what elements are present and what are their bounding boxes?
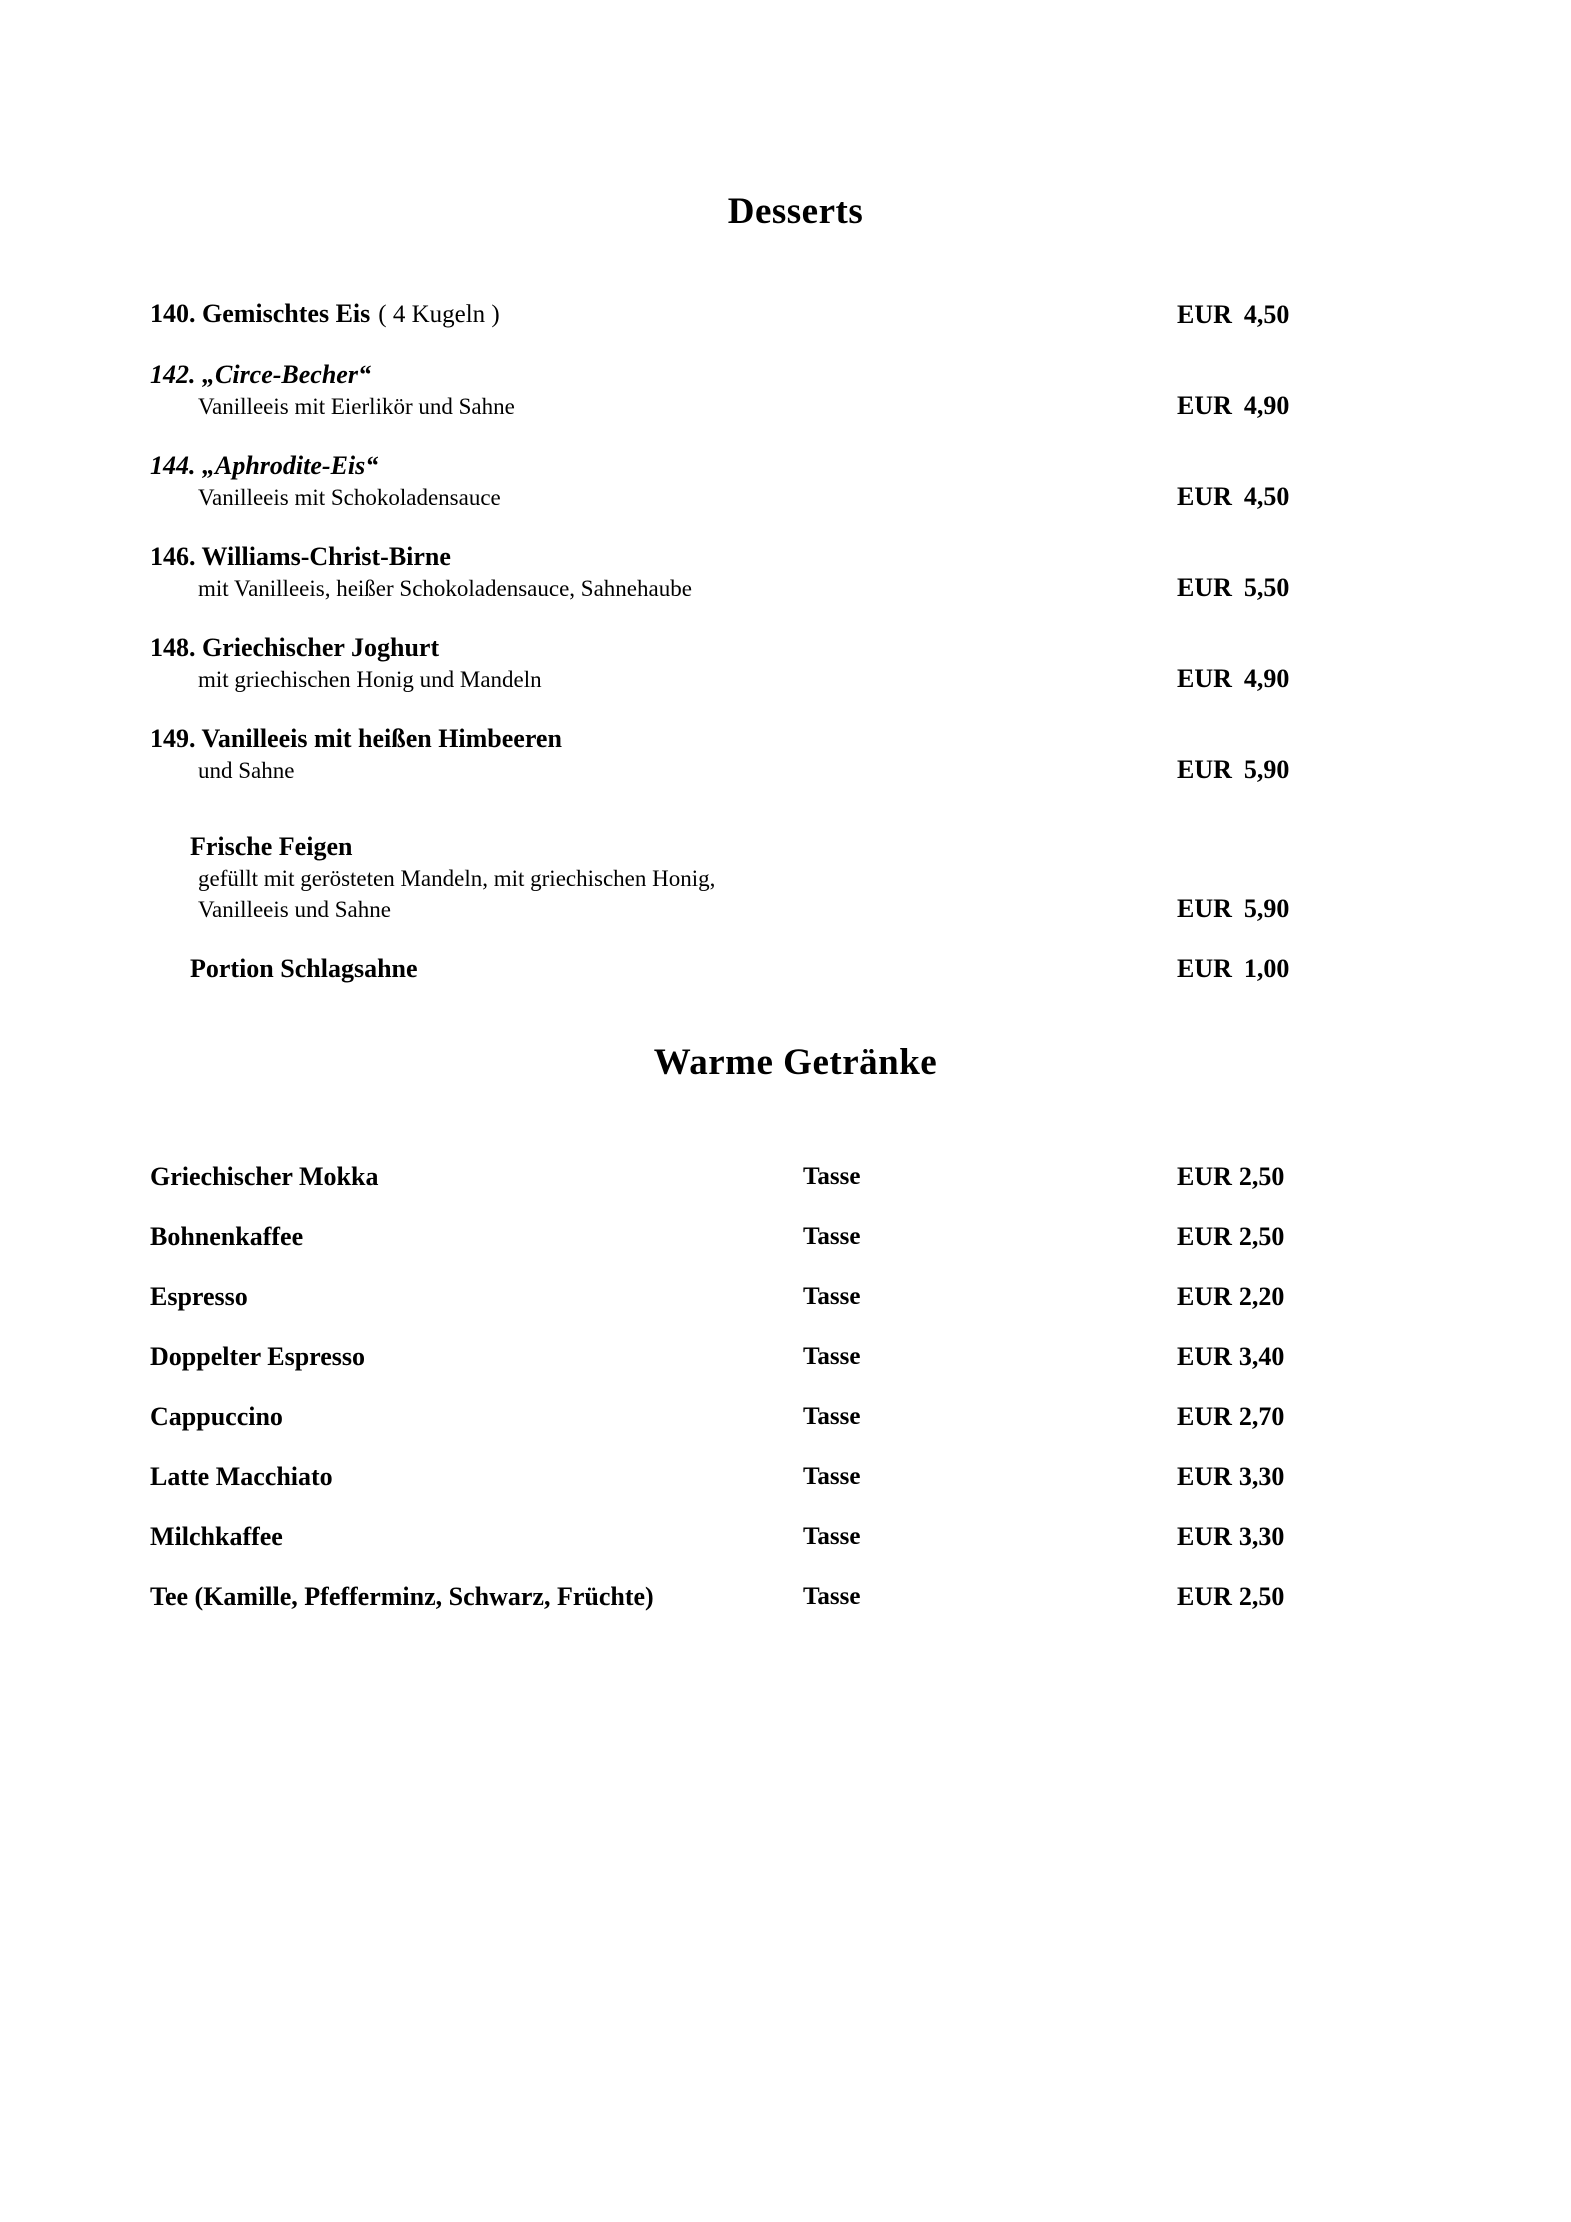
drink-item-name: Cappuccino: [150, 1402, 283, 1431]
price-currency: EUR: [1177, 1522, 1232, 1551]
hot-drinks-section-title: Warme Getränke: [653, 1042, 938, 1083]
drink-item-name: Latte Macchiato: [150, 1462, 333, 1491]
drink-item-price: [1177, 1401, 1441, 1433]
drink-item-unit: Tasse: [803, 1283, 861, 1310]
dessert-item-number: 142.: [150, 360, 196, 389]
drink-item-price: [1177, 1521, 1441, 1553]
price-amount: 3,30: [1238, 1462, 1285, 1491]
dessert-item: [150, 632, 1441, 695]
price-currency: EUR: [1177, 1342, 1232, 1371]
drink-item-price: [1177, 1461, 1441, 1493]
price-currency: EUR: [1177, 482, 1232, 511]
dessert-item: [150, 541, 1441, 604]
dessert-item-price: [1177, 953, 1441, 985]
drink-item-price: [1177, 1581, 1441, 1613]
drink-item-price: [1177, 1161, 1441, 1193]
drink-item-unit: Tasse: [803, 1403, 861, 1430]
drink-item-unit: Tasse: [803, 1223, 861, 1250]
dessert-item-price: [1177, 390, 1441, 422]
dessert-item-name: „Circe-Becher“: [202, 360, 371, 389]
price-amount: 5,90: [1243, 894, 1290, 923]
dessert-item-description-line: Vanilleeis mit Eierlikör und Sahne: [198, 394, 515, 419]
drink-item: [150, 1221, 1441, 1253]
price-amount: 3,40: [1238, 1342, 1285, 1371]
dessert-item-description: [198, 482, 1177, 513]
dessert-item-price: [1177, 663, 1441, 695]
price-currency: EUR: [1177, 300, 1232, 329]
dessert-item-number: 140.: [150, 299, 196, 328]
drink-item: [150, 1161, 1441, 1193]
price-amount: 3,30: [1238, 1522, 1285, 1551]
price-currency: EUR: [1177, 1282, 1232, 1311]
drink-item-unit: Tasse: [803, 1523, 861, 1550]
price-amount: 2,50: [1238, 1162, 1285, 1191]
hot-drinks-list: [150, 1161, 1441, 1613]
dessert-item-number: 149.: [150, 724, 196, 753]
price-currency: EUR: [1177, 1402, 1232, 1431]
dessert-item-name: Frische Feigen: [190, 832, 353, 861]
price-amount: 2,20: [1238, 1282, 1285, 1311]
dessert-item-description: [198, 573, 1177, 604]
price-amount: 2,70: [1238, 1402, 1285, 1431]
dessert-item-name: „Aphrodite-Eis“: [202, 451, 379, 480]
price-currency: EUR: [1177, 954, 1232, 983]
dessert-item-description: [198, 391, 1177, 422]
price-currency: EUR: [1177, 894, 1232, 923]
dessert-item-name: Williams-Christ-Birne: [201, 542, 451, 571]
price-currency: EUR: [1177, 664, 1232, 693]
dessert-item-description-line: gefüllt mit gerösteten Mandeln, mit griechischen Honig,: [198, 866, 716, 891]
drink-item-name: Doppelter Espresso: [150, 1342, 365, 1371]
drink-item: [150, 1281, 1441, 1313]
price-currency: EUR: [1177, 1222, 1232, 1251]
dessert-item-number: 144.: [150, 451, 196, 480]
desserts-section-title: Desserts: [727, 191, 864, 232]
dessert-item-description: [198, 755, 1177, 786]
price-amount: 2,50: [1238, 1582, 1285, 1611]
drink-item: [150, 1521, 1441, 1553]
drink-item: [150, 1341, 1441, 1373]
drink-item-name: Tee (Kamille, Pfefferminz, Schwarz, Früchte): [150, 1582, 654, 1611]
dessert-item: [150, 298, 1441, 331]
price-currency: EUR: [1177, 1462, 1232, 1491]
price-amount: 4,50: [1243, 300, 1290, 329]
dessert-item: [150, 953, 1441, 985]
price-currency: EUR: [1177, 1582, 1232, 1611]
price-amount: 5,90: [1243, 755, 1290, 784]
dessert-item-number: 148.: [150, 633, 196, 662]
price-currency: EUR: [1177, 755, 1232, 784]
drink-item-price: [1177, 1221, 1441, 1253]
drink-item-unit: Tasse: [803, 1583, 861, 1610]
drink-item: [150, 1401, 1441, 1433]
price-currency: EUR: [1177, 573, 1232, 602]
price-amount: 4,50: [1243, 482, 1290, 511]
dessert-item-description: [198, 863, 1177, 925]
drink-item-name: Bohnenkaffee: [150, 1222, 304, 1251]
dessert-item-price: [1177, 754, 1441, 786]
dessert-item-description-line: mit Vanilleeis, heißer Schokoladensauce, Sahnehaube: [198, 576, 692, 601]
dessert-item: [150, 723, 1441, 786]
dessert-item-name: Portion Schlagsahne: [190, 954, 418, 983]
dessert-item: [150, 450, 1441, 513]
price-amount: 4,90: [1243, 664, 1290, 693]
price-currency: EUR: [1177, 1162, 1232, 1191]
price-currency: EUR: [1177, 391, 1232, 420]
price-amount: 5,50: [1243, 573, 1290, 602]
dessert-item-description-line: mit griechischen Honig und Mandeln: [198, 667, 542, 692]
drink-item-name: Espresso: [150, 1282, 248, 1311]
dessert-item-description-line: Vanilleeis mit Schokoladensauce: [198, 485, 501, 510]
dessert-item-suffix: ( 4 Kugeln ): [378, 301, 500, 328]
dessert-item-name: Gemischtes Eis: [202, 299, 371, 328]
desserts-specials-list: [150, 831, 1441, 985]
dessert-item-price: [1177, 299, 1441, 331]
drink-item: [150, 1461, 1441, 1493]
price-amount: 1,00: [1243, 954, 1290, 983]
dessert-item: [150, 359, 1441, 422]
drink-item-name: Milchkaffee: [150, 1522, 283, 1551]
drink-item-unit: Tasse: [803, 1163, 861, 1190]
dessert-item-description-line: und Sahne: [198, 758, 295, 783]
dessert-item-number: 146.: [150, 542, 196, 571]
price-amount: 4,90: [1243, 391, 1290, 420]
dessert-item: [150, 831, 1441, 925]
dessert-item-price: [1177, 481, 1441, 513]
drink-item-unit: Tasse: [803, 1463, 861, 1490]
drink-item: [150, 1581, 1441, 1613]
desserts-list: [150, 298, 1441, 786]
dessert-item-description-line: Vanilleeis und Sahne: [198, 897, 391, 922]
dessert-item-name: Griechischer Joghurt: [202, 633, 440, 662]
price-amount: 2,50: [1238, 1222, 1285, 1251]
drink-item-price: [1177, 1341, 1441, 1373]
drink-item-price: [1177, 1281, 1441, 1313]
dessert-item-name: Vanilleeis mit heißen Himbeeren: [201, 724, 562, 753]
drink-item-unit: Tasse: [803, 1343, 861, 1370]
dessert-item-price: [1177, 893, 1441, 925]
dessert-item-price: [1177, 572, 1441, 604]
drink-item-name: Griechischer Mokka: [150, 1162, 379, 1191]
dessert-item-description: [198, 664, 1177, 695]
